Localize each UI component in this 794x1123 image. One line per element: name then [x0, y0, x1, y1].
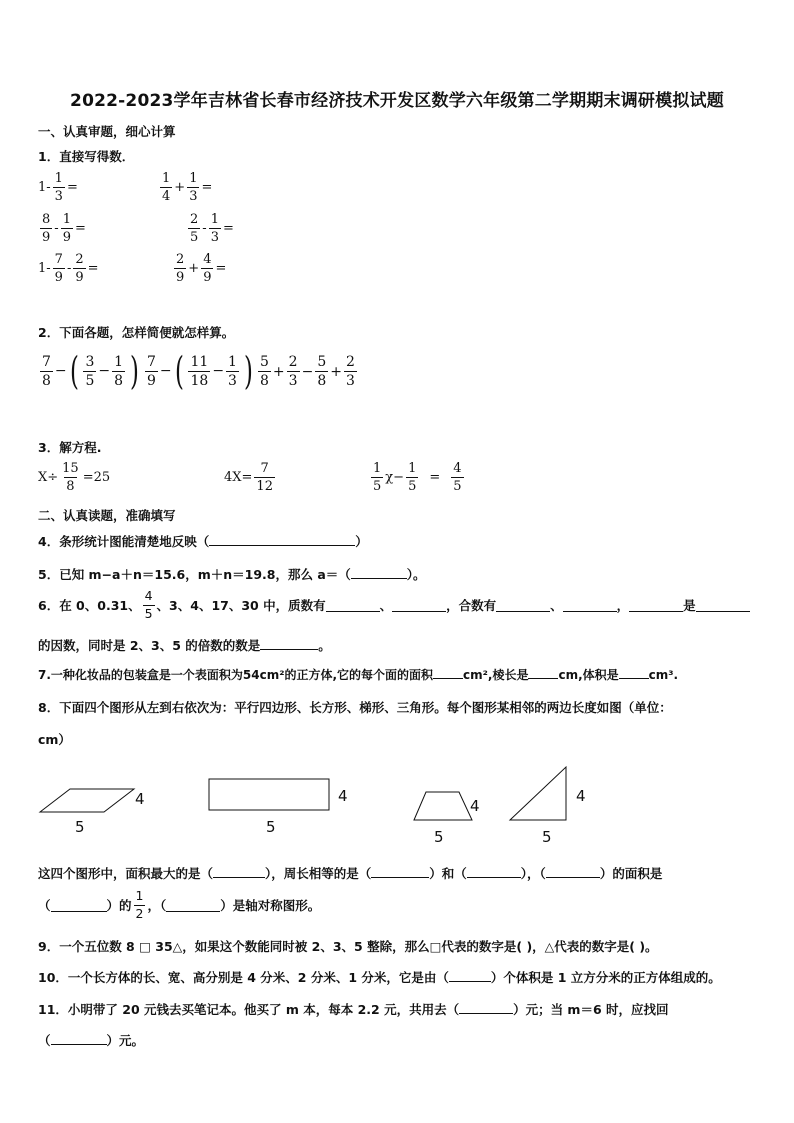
trapezoid-side-label: 4 [470, 797, 480, 815]
parallelogram-shape [40, 789, 134, 812]
q8-perimeter-blank-2[interactable] [467, 865, 521, 878]
question-11-line-2: （ ）元。 [38, 1033, 145, 1048]
question-6: 6．在 0、0.31、 $\frac{4}{5}$ 、3、4、17、30 中，质数有 、 ，合数有 、 ， 是 [38, 590, 750, 620]
q6-composite-blank-1[interactable] [496, 599, 550, 612]
question-11: 11．小明带了 20 元钱去买笔记本。他买了 m 本，每本 2.2 元，共用去（ ）元；当 m＝6 时，应找回 [38, 1002, 669, 1017]
q8-shapes-figure [0, 760, 794, 850]
triangle-side-label: 4 [576, 787, 586, 805]
q3-equation-2: 4X= $\frac{7}{12}$ [224, 461, 273, 494]
question-6-line-2: 的因数，同时是 2、3、5 的倍数的数是 。 [38, 638, 331, 653]
q1-expr-3: $\frac{8}{9}$ - $\frac{1}{9}$ = [42, 212, 86, 245]
page-title: 2022-2023学年吉林省长春市经济技术开发区数学六年级第二学期期末调研模拟试题 [70, 91, 724, 111]
q4-answer-blank[interactable] [209, 533, 355, 546]
question-8-stem: 8．下面四个图形从左到右依次为：平行四边形、长方形、梯形、三角形。每个图形某相邻的两边长度如图（单位： [38, 700, 672, 715]
question-2-stem: 2．下面各题，怎样简便就怎样算。 [38, 325, 235, 340]
parallelogram-base-label: 5 [75, 818, 85, 836]
question-8-line-2: （ ）的 $\frac{1}{2}$ ，（ ）是轴对称图形。 [38, 888, 321, 921]
q7-volume-blank[interactable] [619, 666, 649, 679]
q6-prime-blank-1[interactable] [326, 599, 380, 612]
q2-expr-3: $\frac{5}{8}$ + $\frac{2}{3}$ − $\frac{5}{8}$ + $\frac{2}{3}$ [260, 354, 355, 389]
q1-expr-5: 1- $\frac{7}{9}$ - $\frac{2}{9}$ = [38, 252, 99, 285]
q8-perimeter-blank-1[interactable] [371, 865, 429, 878]
q11-cost-blank[interactable] [459, 1001, 513, 1014]
question-9: 9．一个五位数 8 □ 35△，如果这个数能同时被 2、3、5 整除，那么□代表的数字是( )，△代表的数字是( )。 [38, 939, 658, 954]
q1-expr-1: 1- $\frac{1}{3}$ = [38, 171, 78, 204]
q5-answer-blank[interactable] [351, 566, 407, 579]
q2-expr-1: $\frac{7}{8}$ − ( $\frac{3}{5}$ − $\frac{1}{8}$ ) [42, 349, 139, 393]
question-10: 10．一个长方体的长、宽、高分别是 4 分米、2 分米、1 分米，它是由（ ）个体积是 1 立方分米的正方体组成的。 [38, 970, 721, 985]
rectangle-base-label: 5 [266, 818, 276, 836]
q6-factor-blank-b[interactable] [696, 599, 750, 612]
section-2-heading: 二、认真读题，准确填写 [38, 508, 176, 523]
q3-equation-1: X÷ $\frac{15}{8}$ =25 [38, 461, 111, 494]
triangle-shape [510, 767, 566, 820]
section-1-heading: 一、认真审题，细心计算 [38, 124, 176, 139]
question-7: 7.一种化妆品的包装盒是一个表面积为54cm²的正方体,它的每个面的面积 cm²,棱长是 cm,体积是 cm³. [38, 668, 679, 682]
q1-expr-2: $\frac{1}{4}$ + $\frac{1}{3}$ = [162, 171, 213, 204]
parallelogram-side-label: 4 [135, 790, 145, 808]
question-4: 4．条形统计图能清楚地反映（ ） [38, 534, 368, 549]
q7-edge-blank[interactable] [528, 666, 558, 679]
triangle-base-label: 5 [542, 828, 552, 846]
q6-multiple-blank[interactable] [260, 637, 318, 650]
q10-answer-blank[interactable] [449, 969, 491, 982]
question-1-stem: 1．直接写得数． [38, 149, 135, 164]
q1-expr-6: $\frac{2}{9}$ + $\frac{4}{9}$ = [176, 252, 227, 285]
question-5: 5．已知 m−a＋n＝15.6，m＋n＝19.8，那么 a＝（ ）。 [38, 567, 426, 582]
q1-expr-4: $\frac{2}{5}$ - $\frac{1}{3}$ = [190, 212, 234, 245]
q2-expr-2: $\frac{7}{9}$ − ( $\frac{11}{18}$ − $\frac{1}{3}$ ) [147, 349, 253, 393]
q6-composite-blank-2[interactable] [563, 599, 617, 612]
q8-symmetry-blank[interactable] [166, 899, 220, 912]
question-8-line-1: 这四个图形中，面积最大的是（ ），周长相等的是（ ）和（ ），（ ）的面积是 [38, 866, 663, 881]
question-8-stem-2: cm） [38, 732, 71, 747]
q11-change-blank[interactable] [51, 1032, 107, 1045]
q8-largest-area-blank[interactable] [213, 865, 265, 878]
q6-prime-blank-2[interactable] [392, 599, 446, 612]
question-3-stem: 3．解方程. [38, 440, 102, 455]
q3-equation-3: $\frac{1}{5}$ χ− $\frac{1}{5}$ = $\frac{4}{5}$ [373, 461, 462, 494]
q8-area-blank-b[interactable] [51, 899, 107, 912]
trapezoid-base-label: 5 [434, 828, 444, 846]
trapezoid-shape [414, 792, 472, 820]
q6-factor-blank-a[interactable] [629, 599, 683, 612]
q8-area-blank-a[interactable] [546, 865, 600, 878]
rectangle-shape [209, 779, 329, 810]
rectangle-side-label: 4 [338, 787, 348, 805]
q7-face-area-blank[interactable] [433, 666, 463, 679]
